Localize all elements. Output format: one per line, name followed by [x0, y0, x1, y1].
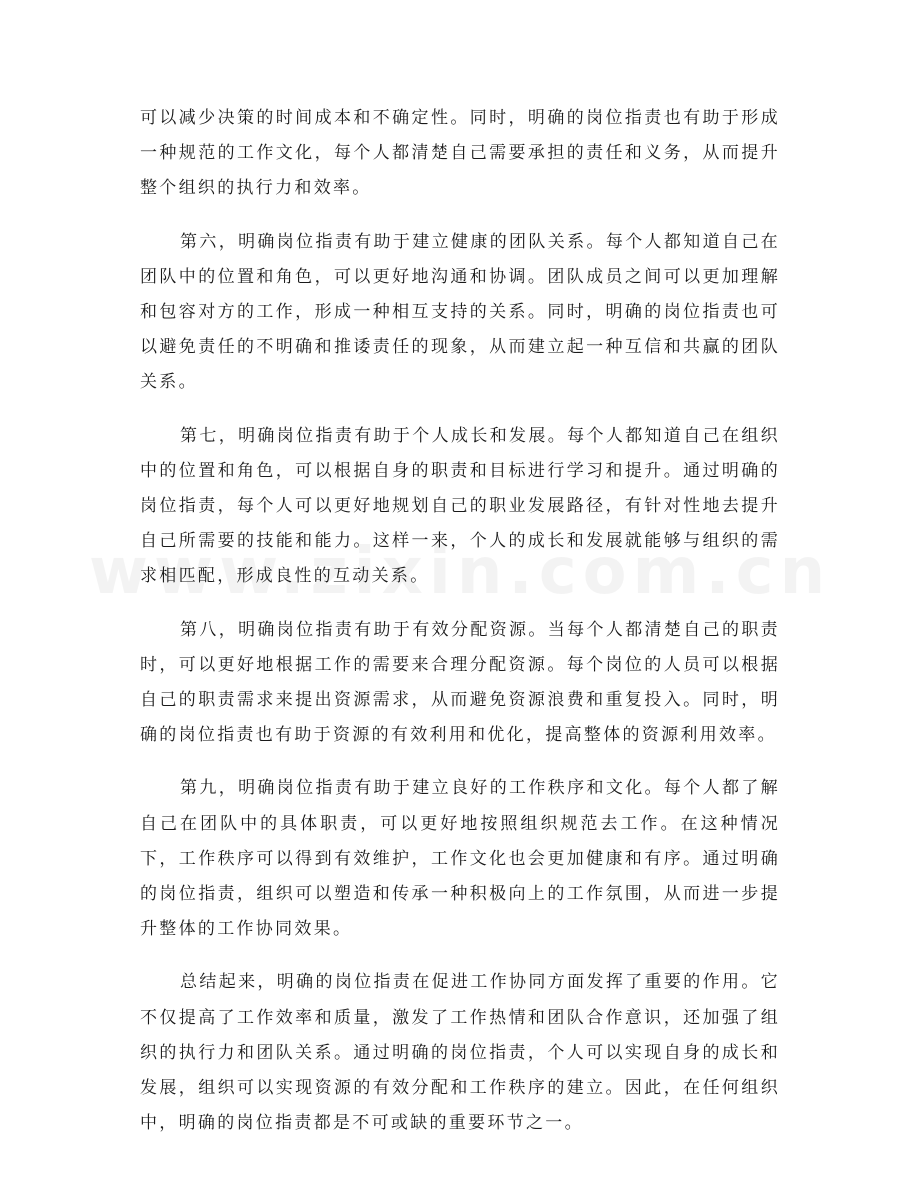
paragraph-eight: 第八，明确岗位指责有助于有效分配资源。当每个人都清楚自己的职责时，可以更好地根据工作的需要来合理分配资源。每个岗位的人员可以根据自己的职责需求来提出资源需求，从而避免资源浪费和重复投入。同时，明确的岗位指责也有助于资源的有效利用和优化，提高整体的资源利用效率。: [140, 619, 780, 746]
paragraph-continued: 可以减少决策的时间成本和不确定性。同时，明确的岗位指责也有助于形成一种规范的工作文化，每个人都清楚自己需要承担的责任和义务，从而提升整个组织的执行力和效率。: [140, 108, 780, 199]
paragraph-six: 第六，明确岗位指责有助于建立健康的团队关系。每个人都知道自己在团队中的位置和角色，可以更好地沟通和协调。团队成员之间可以更加理解和包容对方的工作，形成一种相互支持的关系。同时，明确的岗位指责也可以避免责任的不明确和推诿责任的现象，从而建立起一种互信和共赢的团队关系。: [140, 231, 780, 393]
paragraph-nine: 第九，明确岗位指责有助于建立良好的工作秩序和文化。每个人都了解自己在团队中的具体职责，可以更好地按照组织规范去工作。在这种情况下，工作秩序可以得到有效维护，工作文化也会更加健康和有序。通过明确的岗位指责，组织可以塑造和传承一种积极向上的工作氛围，从而进一步提升整体的工作协同效果。: [140, 778, 780, 940]
document-body: [140, 101, 780, 1159]
paragraph-seven: 第七，明确岗位指责有助于个人成长和发展。每个人都知道自己在组织中的位置和角色，可以根据自身的职责和目标进行学习和提升。通过明确的岗位指责，每个人可以更好地规划自己的职业发展路径，有针对性地去提升自己所需要的技能和能力。这样一来，个人的成长和发展就能够与组织的需求相匹配，形成良性的互动关系。: [140, 425, 780, 587]
paragraph-summary: 总结起来，明确的岗位指责在促进工作协同方面发挥了重要的作用。它不仅提高了工作效率和质量，激发了工作热情和团队合作意识，还加强了组织的执行力和团队关系。通过明确的岗位指责，个人可以实现自身的成长和发展，组织可以实现资源的有效分配和工作秩序的建立。因此，在任何组织中，明确的岗位指责都是不可或缺的重要环节之一。: [140, 972, 780, 1134]
